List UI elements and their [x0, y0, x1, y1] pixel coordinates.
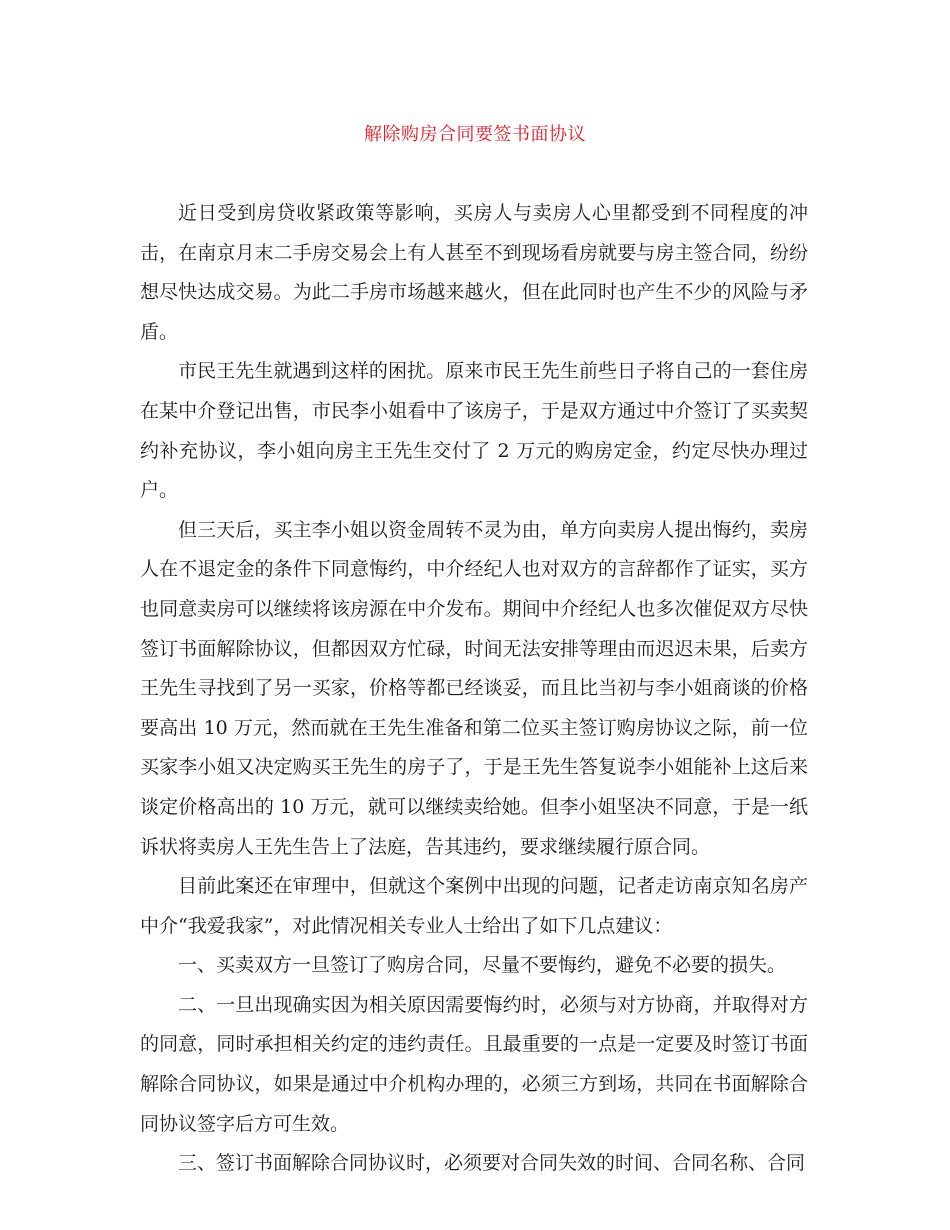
document-title: 解除购房合同要签书面协议 — [364, 124, 586, 145]
paragraph: 但三天后，买主李小姐以资金周转不灵为由，单方向卖房人提出悔约，卖房人在不退定金的条件下同意悔约，中介经纪人也对双方的言辞都作了证实，买方也同意卖房可以继续将该房源在中介发布。期间中介经纪人也多次催促双方尽快签订书面解除协议，但都因双方忙碌，时间无法安排等理由而迟迟未果，后卖方王先生寻找到了另一买家，价格等都已经谈妥，而且比当初与李小姐商谈的价格要高出 10 万元，然而就在王先生准备和第二位买主签订购房协议之际，前一位买家李小姐又决定购买王先生的房子了，于是王先生答复说李小姐能补上这后来谈定价格高出的 10 万元，就可以继续卖给她。但李小姐坚决不同意，于是一纸诉状将卖房人王先生告上了法庭，告其违约，要求继续履行原合同。 — [140, 518, 808, 858]
paragraph: 二、一旦出现确实因为相关原因需要悔约时，必须与对方协商，并取得对方的同意，同时承担相关约定的违约责任。且最重要的一点是一定要及时签订书面解除合同协议，如果是通过中介机构办理的，必须三方到场，共同在书面解除合同协议签字后方可生效。 — [140, 993, 808, 1135]
paragraph: 三、签订书面解除合同协议时，必须要对合同失效的时间、合同名称、合同 — [178, 1152, 806, 1175]
paragraph: 近日受到房贷收紧政策等影响，买房人与卖房人心里都受到不同程度的冲击，在南京月末二手房交易会上有人甚至不到现场看房就要与房主签合同，纷纷想尽快达成交易。为此二手房市场越来越火，但在此同时也产生不少的风险与矛盾。 — [140, 202, 808, 343]
paragraph: 市民王先生就遇到这样的困扰。原来市民王先生前些日子将自己的一套住房在某中介登记出售，市民李小姐看中了该房子，于是双方通过中介签订了买卖契约补充协议，李小姐向房主王先生交付了 2 万元的购房定金，约定尽快办理过户。 — [140, 360, 808, 502]
paragraph: 一、买卖双方一旦签订了购房合同，尽量不要悔约，避免不必要的损失。 — [178, 954, 787, 977]
paragraph: 目前此案还在审理中，但就这个案例中出现的问题，记者走访南京知名房产中介“我爱我家”，对此情况相关专业人士给出了如下几点建议： — [140, 875, 808, 937]
document-body — [140, 194, 808, 1184]
